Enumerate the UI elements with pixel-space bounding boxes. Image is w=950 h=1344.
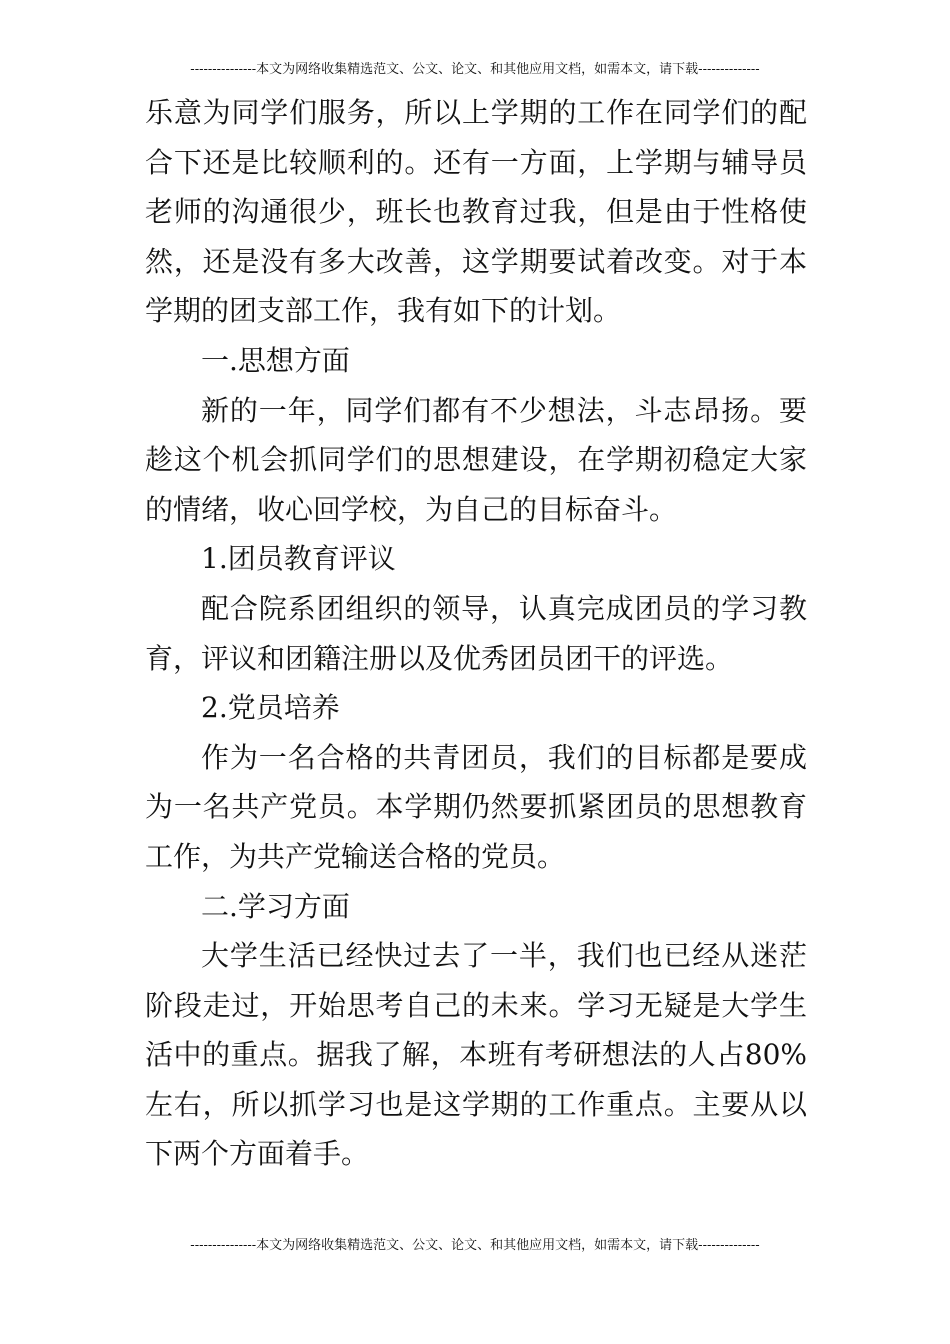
page-footer: ---------------本文为网络收集精选范文、公文、论文、和其他应用文档，如需本文，请下载-------------- [190,1238,760,1253]
paragraph-member-evaluation: 配合院系团组织的领导，认真完成团员的学习教育，评议和团籍注册以及优秀团员团干的评选。 [145,591,807,675]
paragraph-continued: 乐意为同学们服务，所以上学期的工作在同学们的配合下还是比较顺利的。还有一方面，上学期与辅导员老师的沟通很少，班长也教育过我，但是由于性格使然，还是没有多大改善，这学期要试着改变。对于本学期的团支部工作，我有如下的计划。 [145,96,807,328]
document-body [145,88,807,1179]
paragraph-thought: 新的一年，同学们都有不少想法，斗志昂扬。要趁这个机会抓同学们的思想建设，在学期初稳定大家的情绪，收心回学校，为自己的目标奋斗。 [145,393,807,526]
section-heading-study: 二.学习方面 [201,889,350,923]
subheading-party-training: 2.党员培养 [201,691,340,725]
page-header: ---------------本文为网络收集精选范文、公文、论文、和其他应用文档，如需本文，请下载-------------- [190,62,760,77]
paragraph-party-training: 作为一名合格的共青团员，我们的目标都是要成为一名共产党员。本学期仍然要抓紧团员的思想教育工作，为共产党输送合格的党员。 [145,740,807,873]
section-heading-thought: 一.思想方面 [201,343,350,377]
paragraph-study: 大学生活已经快过去了一半，我们也已经从迷茫阶段走过，开始思考自己的未来。学习无疑是大学生活中的重点。据我了解，本班有考研想法的人占80%左右，所以抓学习也是这学期的工作重点。主要从以下两个方面着手。 [145,939,807,1171]
subheading-member-evaluation: 1.团员教育评议 [201,542,396,576]
